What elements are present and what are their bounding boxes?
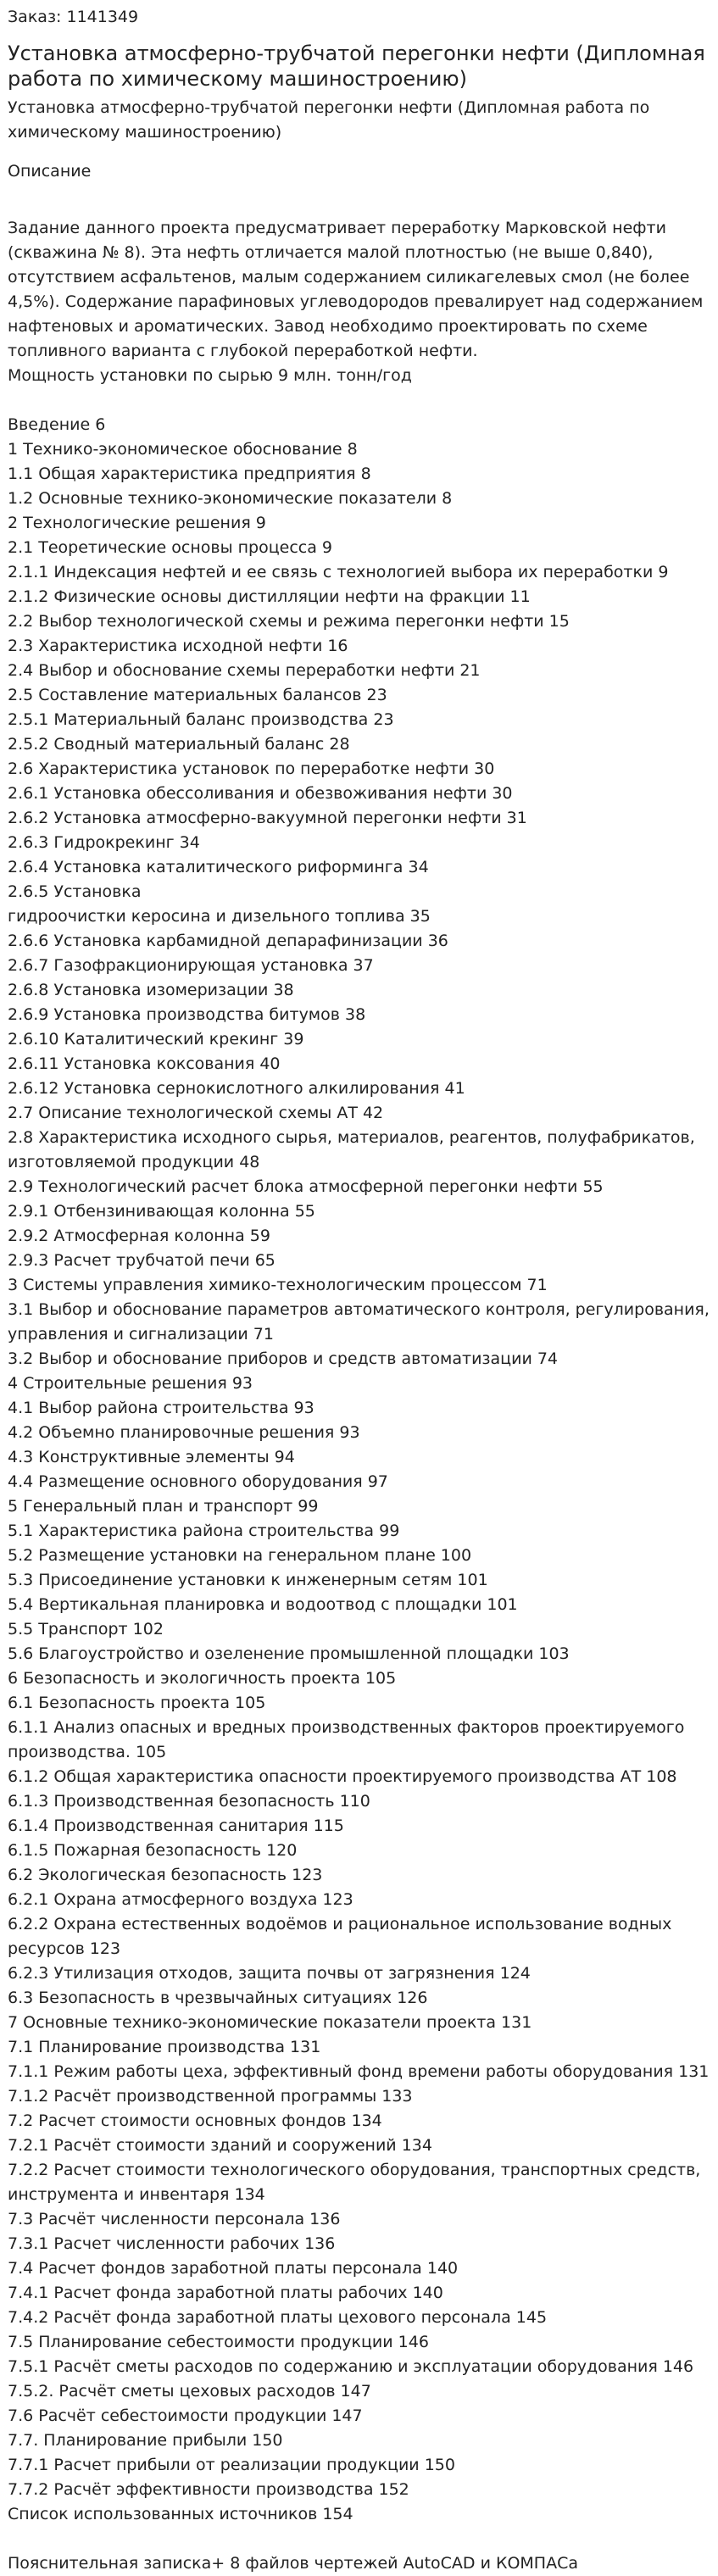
toc-item: 7.1.1 Режим работы цеха, эффективный фонд времени работы оборудования 131 <box>8 2062 710 2081</box>
toc-item: 3.2 Выбор и обоснование приборов и средств автоматизации 74 <box>8 1349 559 1368</box>
toc-item: 7.5.1 Расчёт сметы расходов по содержанию и эксплуатации оборудования 146 <box>8 2357 694 2376</box>
toc-item: 7.4.1 Расчет фонда заработной платы рабочих 140 <box>8 2284 443 2302</box>
toc-item: 2.6.10 Каталитический крекинг 39 <box>8 1030 304 1049</box>
toc-item: 2.1 Теоретические основы процесса 9 <box>8 538 333 557</box>
toc-item: 6 Безопасность и экологичность проекта 105 <box>8 1669 397 1688</box>
toc-item: 2.6.1 Установка обессоливания и обезвоживания нефти 30 <box>8 784 513 803</box>
toc-item: 2.2 Выбор технологической схемы и режима перегонки нефти 15 <box>8 612 570 631</box>
toc-item: 7.5.2. Расчёт сметы цеховых расходов 147 <box>8 2382 371 2401</box>
toc-item: 2.6.8 Установка изомеризации 38 <box>8 981 294 999</box>
toc-item: 3 Системы управления химико-технологическим процессом 71 <box>8 1276 548 1294</box>
toc-item: 5.6 Благоустройство и озеленение промышленной площадки 103 <box>8 1644 570 1663</box>
toc-item: 5.4 Вертикальная планировка и водоотвод с площадки 101 <box>8 1595 518 1614</box>
toc-item: 7.1.2 Расчёт производственной программы 133 <box>8 2087 413 2106</box>
toc-item: 7.6 Расчёт себестоимости продукции 147 <box>8 2406 363 2425</box>
toc-item: 2.9.2 Атмосферная колонна 59 <box>8 1227 270 1245</box>
page-title: Установка атмосферно-трубчатой перегонки нефти (Дипломная работа по химическому машиностроению) <box>8 42 705 91</box>
toc-item: 2.5 Составление материальных балансов 23 <box>8 686 387 704</box>
toc-item: 5.3 Присоединение установки к инженерным сетям 101 <box>8 1571 488 1589</box>
capacity-line: Мощность установки по сырью 9 млн. тонн/год <box>8 366 412 385</box>
toc-item: 2.6.11 Установка коксования 40 <box>8 1054 281 1073</box>
toc-item: 7 Основные технико-экономические показатели проекта 131 <box>8 2013 532 2032</box>
toc-item: Введение 6 <box>8 415 106 434</box>
toc-item: 7.5 Планирование себестоимости продукции 146 <box>8 2333 429 2351</box>
toc-item: 7.7.2 Расчёт эффективности производства 152 <box>8 2480 409 2499</box>
toc-item: 2.6.2 Установка атмосферно-вакуумной перегонки нефти 31 <box>8 809 527 827</box>
toc-item: 6.2.2 Охрана естественных водоёмов и рациональное использование водных ресурсов 123 <box>8 1915 672 1958</box>
toc-item: 7.3.1 Расчет численности рабочих 136 <box>8 2234 336 2253</box>
toc-item: 7.1 Планирование производства 131 <box>8 2038 321 2056</box>
toc-item: 2.6 Характеристика установок по переработке нефти 30 <box>8 759 495 778</box>
toc-item: 2.9.1 Отбензинивающая колонна 55 <box>8 1202 315 1221</box>
toc-item: 5 Генеральный план и транспорт 99 <box>8 1497 319 1516</box>
toc-item: 4.4 Размещение основного оборудования 97 <box>8 1472 388 1491</box>
toc-item: 2.7 Описание технологической схемы АТ 42 <box>8 1104 384 1122</box>
toc-item: 6.1.4 Производственная санитария 115 <box>8 1817 344 1835</box>
toc-item: 2.6.4 Установка каталитического риформинга 34 <box>8 858 429 876</box>
toc-item: 1.1 Общая характеристика предприятия 8 <box>8 465 371 483</box>
toc-item: 6.1.5 Пожарная безопасность 120 <box>8 1841 298 1860</box>
description-body <box>8 216 710 2576</box>
toc-item: 2.1.1 Индексация нефтей и ее связь с технологией выбора их переработки 9 <box>8 563 669 581</box>
order-number: Заказ: 1141349 <box>8 8 139 26</box>
toc-item: 5.2 Размещение установки на генеральном плане 100 <box>8 1546 472 1565</box>
toc-item: 7.3 Расчёт численности персонала 136 <box>8 2210 341 2228</box>
toc-item: 2.8 Характеристика исходного сырья, материалов, реагентов, полуфабрикатов, изготовляемой продукции 48 <box>8 1128 695 1171</box>
toc-item: 7.4.2 Расчёт фонда заработной платы цехового персонала 145 <box>8 2308 548 2327</box>
toc-item: 4.1 Выбор района строительства 93 <box>8 1399 314 1417</box>
toc-item: 7.2.2 Расчет стоимости технологического оборудования, транспортных средств, инструмента и инвентаря 134 <box>8 2161 701 2204</box>
toc-item: 7.2.1 Расчёт стоимости зданий и сооружений 134 <box>8 2136 432 2155</box>
toc-item: гидроочистки керосина и дизельного топлива 35 <box>8 907 431 926</box>
page-subtitle: Установка атмосферно-трубчатой перегонки нефти (Дипломная работа по химическому машиностроению) <box>8 98 650 142</box>
toc-item: 2.1.2 Физические основы дистилляции нефти на фракции 11 <box>8 587 531 606</box>
toc-item: 6.2.1 Охрана атмосферного воздуха 123 <box>8 1890 353 1909</box>
toc-item: 2 Технологические решения 9 <box>8 514 266 532</box>
toc-item: 7.4 Расчет фондов заработной платы персонала 140 <box>8 2259 459 2278</box>
toc-item: 6.2 Экологическая безопасность 123 <box>8 1866 323 1884</box>
toc-item: Список использованных источников 154 <box>8 2505 353 2523</box>
toc-item: 2.9 Технологический расчет блока атмосферной перегонки нефти 55 <box>8 1177 604 1196</box>
toc-item: 2.6.3 Гидрокрекинг 34 <box>8 833 200 852</box>
toc-item: 1 Технико-экономическое обоснование 8 <box>8 440 358 459</box>
toc-item: 2.6.9 Установка производства битумов 38 <box>8 1005 366 1024</box>
toc-item: 7.2 Расчет стоимости основных фондов 134 <box>8 2111 382 2130</box>
toc-item: 2.5.2 Сводный материальный баланс 28 <box>8 735 350 754</box>
toc-item: 7.7.1 Расчет прибыли от реализации продукции 150 <box>8 2456 455 2474</box>
toc-item: 1.2 Основные технико-экономические показатели 8 <box>8 489 453 508</box>
toc-item: 4.2 Объемно планировочные решения 93 <box>8 1423 360 1442</box>
toc-item: 2.5.1 Материальный баланс производства 23 <box>8 710 394 729</box>
toc-item: 6.1.1 Анализ опасных и вредных производственных факторов проектируемого производства. 105 <box>8 1718 685 1761</box>
toc-item: 2.6.12 Установка сернокислотного алкилирования 41 <box>8 1079 465 1098</box>
toc-item: 6.1.2 Общая характеристика опасности проектируемого производства АТ 108 <box>8 1767 677 1786</box>
toc-item: 6.3 Безопасность в чрезвычайных ситуациях 126 <box>8 1989 428 2007</box>
toc-item: 6.1 Безопасность проекта 105 <box>8 1694 266 1712</box>
spacer <box>8 388 710 413</box>
toc-item: 3.1 Выбор и обоснование параметров автоматического контроля, регулирования, управления и сигнализации 71 <box>8 1300 710 1344</box>
table-of-contents <box>8 413 710 2527</box>
toc-item: 2.6.5 Установка <box>8 882 142 901</box>
toc-item: 5.1 Характеристика района строительства 99 <box>8 1522 400 1540</box>
description-heading: Описание <box>8 162 92 181</box>
toc-item: 2.4 Выбор и обоснование схемы переработки нефти 21 <box>8 661 481 680</box>
toc-item: 2.6.6 Установка карбамидной депарафинизации 36 <box>8 932 448 950</box>
toc-item: 2.3 Характеристика исходной нефти 16 <box>8 637 348 655</box>
toc-item: 7.7. Планирование прибыли 150 <box>8 2431 283 2450</box>
toc-item: 2.6.7 Газофракционирующая установка 37 <box>8 956 374 975</box>
description-paragraph: Задание данного проекта предусматривает переработку Марковской нефти (скважина № 8). Эта нефть отличается малой плотностью (не выше 0,840), отсутствием асфальтенов, малым содержанием силикагелевых смол (не более 4,5%). Содержание парафиновых углеводородов превалирует над содержанием нафтеновых и ароматических. Завод необходимо проектировать по схеме топливного варианта с глубокой переработкой нефти. <box>8 219 704 360</box>
footer-note: Пояснительная записка+ 8 файлов чертежей AutoCAD и КОМПАСа <box>8 2554 578 2573</box>
toc-item: 6.1.3 Производственная безопасность 110 <box>8 1792 370 1811</box>
toc-item: 4 Строительные решения 93 <box>8 1374 253 1393</box>
spacer <box>8 2527 710 2551</box>
toc-item: 5.5 Транспорт 102 <box>8 1620 164 1639</box>
toc-item: 2.9.3 Расчет трубчатой печи 65 <box>8 1251 276 1270</box>
toc-item: 6.2.3 Утилизация отходов, защита почвы от загрязнения 124 <box>8 1964 531 1983</box>
toc-item: 4.3 Конструктивные элементы 94 <box>8 1448 295 1466</box>
